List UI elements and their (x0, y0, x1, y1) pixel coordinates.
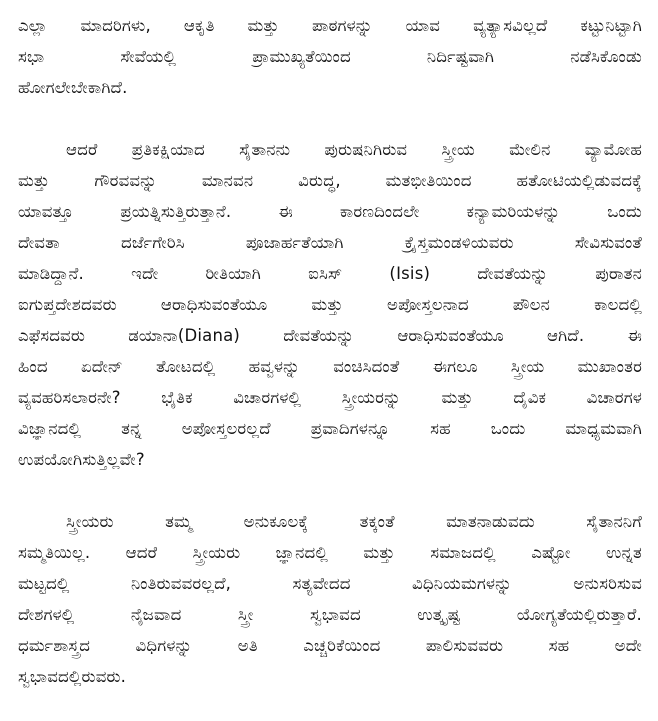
text-line: ಮಟ್ಟದಲ್ಲಿ ನಿಂತಿರುವವರಲ್ಲದೆ, ಸತ್ಯವೇದದ ವಿಧಿನಿಯಮಗಳನ್ನು ಅನುಸರಿಸುವ (18, 574, 642, 593)
text-line: ಉಪಯೋಗಿಸುತ್ತಿಲ್ಲವೇ? (18, 450, 145, 469)
text-line: ವಿಜ್ಞಾನದಲ್ಲಿ ತನ್ನ ಅಪೋಸ್ತಲರಲ್ಲದೆ ಪ್ರವಾದಿಗಳನ್ನೂ ಸಹ ಒಂದು ಮಾಧ್ಯಮವಾಗಿ (18, 419, 642, 438)
text-line: ಧರ್ಮಶಾಸ್ತ್ರದ ವಿಧಿಗಳನ್ನು ಅತಿ ಎಚ್ಚರಿಕೆಯಿಂದ ಪಾಲಿಸುವವರು ಸಹ ಅದೇ (18, 636, 642, 655)
paragraph-1 (18, 10, 642, 103)
paragraph-2 (18, 134, 642, 475)
text-line: ಹಿಂದ ಏದೇನ್ ತೋಟದಲ್ಲಿ ಹವ್ವಳನ್ನು ವಂಚಿಸಿದಂತೆ ಈಗಲೂ ಸ್ತ್ರೀಯ ಮುಖಾಂತರ (18, 357, 642, 376)
text-line: ಐಗುಪ್ತದೇಶದವರು ಆರಾಧಿಸುವಂತೆಯೂ ಮತ್ತು ಅಪೋಸ್ತಲನಾದ ಪೌಲನ ಕಾಲದಲ್ಲಿ (18, 295, 642, 314)
text-line: ಆದರೆ ಪ್ರತಿಕಕ್ಷಿಯಾದ ಸೈತಾನನು ಪುರುಷನಿಗಿರುವ ಸ್ತ್ರೀಯ ಮೇಲಿನ ವ್ಯಾಮೋಹ (66, 140, 642, 159)
text-line: ವ್ಯವಹರಿಸಲಾರನೇ? ಭೈತಿಕ ವಿಚಾರಗಳಲ್ಲಿ ಸ್ತ್ರೀಯರನ್ನು ಮತ್ತು ದೈವಿಕ ವಿಚಾರಗಳ (18, 388, 642, 407)
paragraph-spacer (18, 475, 642, 506)
text-line: ಎಲ್ಲಾ ಮಾದರಿಗಳು, ಆಕೃತಿ ಮತ್ತು ಪಾಠಗಳನ್ನು ಯಾವ ವ್ಯತ್ಯಾಸವಿಲ್ಲದೆ ಕಟ್ಟುನಿಟ್ಟಾಗಿ (18, 16, 642, 35)
text-line: ಎಫೆಸದವರು ಡಯಾನಾ(Diana) ದೇವತೆಯನ್ನು ಆರಾಧಿಸುವಂತೆಯೂ ಆಗಿದೆ. ಈ (18, 326, 642, 345)
text-line: ಮಾಡಿದ್ದಾನೆ. ಇದೇ ರೀತಿಯಾಗಿ ಐಸಿಸ್ (Isis) ದೇವತೆಯನ್ನು ಪುರಾತನ (18, 264, 642, 283)
text-line: ಯಾವತ್ತೂ ಪ್ರಯತ್ನಿಸುತ್ತಿರುತ್ತಾನೆ. ಈ ಕಾರಣದಿಂದಲೇ ಕನ್ಯಾಮರಿಯಳನ್ನು ಒಂದು (18, 202, 642, 221)
text-line: ಮತ್ತು ಗೌರವವನ್ನು ಮಾನವನ ವಿರುದ್ಧ, ಮತಭೀತಿಯಿಂದ ಹತೋಟಿಯಲ್ಲಿಡುವದಕ್ಕೆ (18, 171, 642, 190)
text-line: ದೇಶಗಳಲ್ಲಿ ನೈಜವಾದ ಸ್ತ್ರೀ ಸ್ವಭಾವದ ಉತ್ಕೃಷ್ಟ ಯೋಗ್ಯತೆಯಲ್ಲಿರುತ್ತಾರೆ. (18, 605, 642, 624)
document-page (18, 10, 642, 692)
text-line: ದೇವತಾ ದರ್ಜೆಗೇರಿಸಿ ಪೂಜಾರ್ಹತೆಯಾಗಿ ಕ್ರೈಸ್ತಮಂಡಳಿಯವರು ಸೇವಿಸುವಂತೆ (18, 233, 642, 252)
text-line: ಸ್ತ್ರೀಯರು ತಮ್ಮ ಅನುಕೂಲಕ್ಕೆ ತಕ್ಕಂತೆ ಮಾತನಾಡುವದು ಸೈತಾನನಿಗೆ (66, 512, 642, 531)
text-line: ಸಮ್ಮತಿಯಿಲ್ಲ. ಆದರೆ ಸ್ತ್ರೀಯರು ಜ್ಞಾನದಲ್ಲಿ ಮತ್ತು ಸಮಾಜದಲ್ಲಿ ಎಷ್ಟೋ ಉನ್ನತ (18, 543, 642, 562)
paragraph-spacer (18, 103, 642, 134)
text-line: ಸ್ವಭಾವದಲ್ಲಿರುವರು. (18, 667, 127, 686)
paragraph-3 (18, 506, 642, 692)
text-line: ಹೋಗಲೇಬೇಕಾಗಿದೆ. (18, 78, 128, 97)
text-line: ಸಭಾ ಸೇವೆಯಲ್ಲಿ ಪ್ರಾಮುಖ್ಯತೆಯಿಂದ ನಿರ್ದಿಷ್ಟವಾಗಿ ನಡೆಸಿಕೊಂಡು (18, 47, 642, 66)
